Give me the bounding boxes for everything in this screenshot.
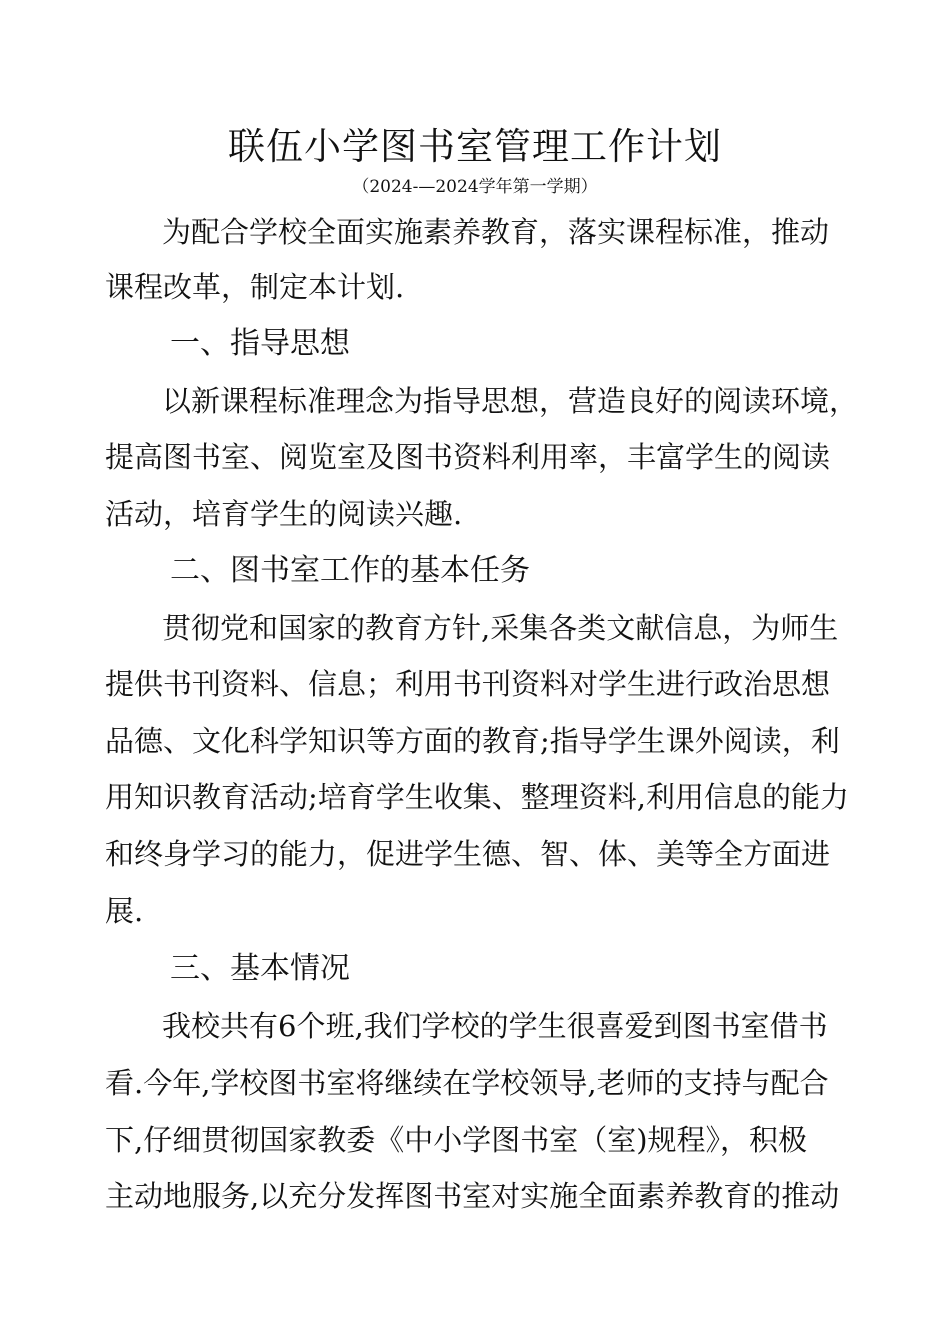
paragraph-line: 以新课程标准理念为指导思想，营造良好的阅读环境，: [162, 384, 859, 418]
paragraph-line: 贯彻党和国家的教育方针,采集各类文献信息，为师生: [162, 611, 839, 645]
school-term: （2024-—2024学年第一学期）: [352, 177, 598, 197]
page-title: 联伍小学图书室管理工作计划: [228, 125, 722, 168]
section-heading-basic-tasks: 二、图书室工作的基本任务: [170, 553, 530, 588]
paragraph-line: 品德、文化科学知识等方面的教育;指导学生课外阅读，利: [105, 724, 840, 758]
paragraph-line: 用知识教育活动;培育学生收集、整理资料,利用信息的能力: [105, 780, 849, 814]
paragraph-line: 展.: [105, 894, 144, 928]
paragraph-line: 提高图书室、阅览室及图书资料利用率，丰富学生的阅读: [105, 440, 831, 474]
paragraph-line: 主动地服务,以充分发挥图书室对实施全面素养教育的推动: [105, 1179, 840, 1213]
paragraph-line: 我校共有6个班,我们学校的学生很喜爱到图书室借书: [162, 1009, 828, 1043]
intro-line: 课程改革，制定本计划.: [105, 270, 405, 304]
section-heading-basic-situation: 三、基本情况: [170, 951, 350, 986]
paragraph-line: 活动，培育学生的阅读兴趣.: [105, 497, 463, 531]
paragraph-line: 看.今年,学校图书室将继续在学校领导,老师的支持与配合: [105, 1066, 829, 1100]
section-heading-guiding-ideology: 一、指导思想: [170, 326, 350, 361]
paragraph-line: 下,仔细贯彻国家教委《中小学图书室（室)规程》，积极: [105, 1123, 808, 1157]
paragraph-line: 和终身学习的能力，促进学生德、智、体、美等全方面进: [105, 837, 831, 871]
paragraph-line: 提供书刊资料、信息；利用书刊资料对学生进行政治思想: [105, 667, 831, 701]
intro-line: 为配合学校全面实施素养教育，落实课程标准，推动: [162, 215, 830, 249]
